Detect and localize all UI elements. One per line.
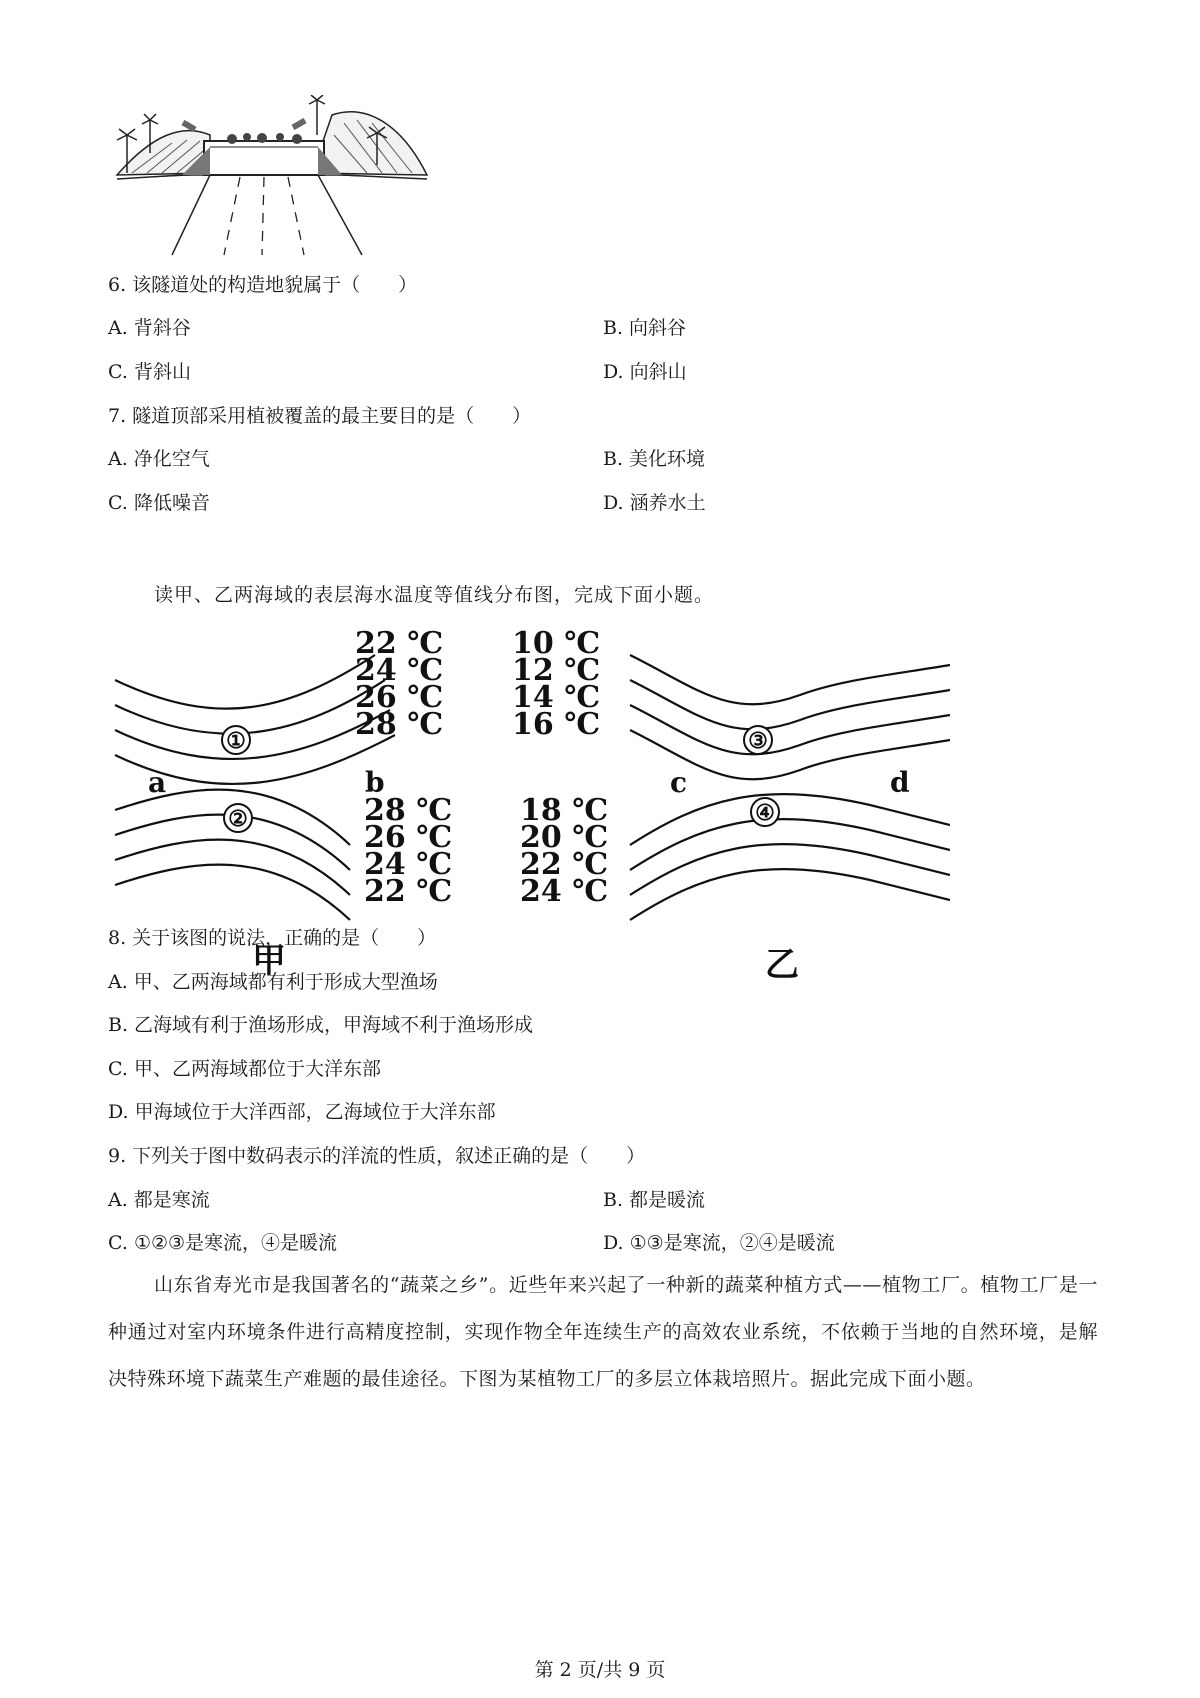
yi-bottom-temp-2: 20 ℃ — [520, 820, 609, 855]
current-label-4: ④ — [755, 800, 775, 826]
current-label-3: ③ — [748, 728, 768, 754]
q8-option-b[interactable]: B. 乙海域有利于渔场形成，甲海域不利于渔场形成 — [108, 1014, 534, 1036]
question-9-stem: 9. 下列关于图中数码表示的洋流的性质，叙述正确的是（ ） — [108, 1145, 646, 1167]
jia-bottom-temp-1: 28 ℃ — [364, 793, 453, 828]
yi-top-temp-1: 10 ℃ — [512, 626, 601, 661]
q9-option-d[interactable]: D. ①③是寒流，②④是暖流 — [603, 1232, 835, 1254]
panel-label-yi: 乙 — [765, 945, 799, 985]
figure-intro: 读甲、乙两海域的表层海水温度等值线分布图，完成下面小题。 — [154, 584, 715, 606]
question-8-stem: 8. 关于该图的说法，正确的是（ ） — [108, 927, 437, 949]
jia-top-temp-2: 24 ℃ — [355, 653, 444, 688]
jia-top-temp-4: 28 ℃ — [355, 707, 444, 742]
q7-option-d[interactable]: D. 涵养水土 — [603, 492, 706, 514]
plant-factory-intro: 山东省寿光市是我国著名的“蔬菜之乡”。近些年来兴起了一种新的蔬菜种植方式——植物工厂。植物工厂是一种通过对室内环境条件进行高精度控制，实现作物全年连续生产的高效农业系统，不依赖于当地的自然环境，是解决特殊环境下蔬菜生产难题的最佳途径。下图为某植物工厂的多层立体栽培照片。据此完成下面小题。 — [108, 1274, 1098, 1390]
current-label-1: ① — [226, 728, 246, 754]
jia-top-temp-3: 26 ℃ — [355, 680, 444, 715]
jia-bottom-temp-4: 22 ℃ — [364, 874, 453, 909]
jia-top-temp-1: 22 ℃ — [355, 626, 444, 661]
q8-option-d[interactable]: D. 甲海域位于大洋西部，乙海域位于大洋东部 — [108, 1101, 496, 1123]
q6-option-d[interactable]: D. 向斜山 — [603, 361, 687, 383]
yi-bottom-temp-3: 22 ℃ — [520, 847, 609, 882]
q7-option-c[interactable]: C. 降低噪音 — [108, 492, 210, 514]
q7-option-b[interactable]: B. 美化环境 — [603, 448, 706, 470]
side-label-d: d — [890, 766, 910, 799]
q6-option-b[interactable]: B. 向斜谷 — [603, 317, 687, 339]
yi-bottom-temp-4: 24 ℃ — [520, 874, 609, 909]
side-label-b: b — [365, 766, 385, 799]
q8-option-c[interactable]: C. 甲、乙两海域都位于大洋东部 — [108, 1058, 381, 1080]
yi-bottom-temp-1: 18 ℃ — [520, 793, 609, 828]
q9-option-b[interactable]: B. 都是暖流 — [603, 1189, 706, 1211]
q9-option-c[interactable]: C. ①②③是寒流，④是暖流 — [108, 1232, 338, 1254]
panel-label-jia: 甲 — [252, 941, 286, 981]
q9-option-a[interactable]: A. 都是寒流 — [108, 1189, 210, 1211]
side-label-c: c — [670, 766, 688, 799]
jia-bottom-temp-2: 26 ℃ — [364, 820, 453, 855]
tunnel-illustration — [112, 95, 432, 265]
q8-option-a[interactable]: A. 甲、乙两海域都有利于形成大型渔场 — [108, 971, 438, 993]
yi-top-temp-3: 14 ℃ — [512, 680, 601, 715]
q7-option-a[interactable]: A. 净化空气 — [108, 448, 210, 470]
yi-top-temp-2: 12 ℃ — [512, 653, 601, 688]
yi-top-temp-4: 16 ℃ — [512, 707, 601, 742]
question-6-stem: 6. 该隧道处的构造地貌属于（ ） — [108, 274, 418, 296]
side-label-a: a — [148, 766, 167, 799]
jia-bottom-temp-3: 24 ℃ — [364, 847, 453, 882]
q6-option-c[interactable]: C. 背斜山 — [108, 361, 191, 383]
current-label-2: ② — [228, 806, 248, 832]
q6-option-a[interactable]: A. 背斜谷 — [108, 317, 191, 339]
page-footer: 第 2 页/共 9 页 — [534, 1659, 666, 1681]
question-7-stem: 7. 隧道顶部采用植被覆盖的最主要目的是（ ） — [108, 405, 532, 427]
